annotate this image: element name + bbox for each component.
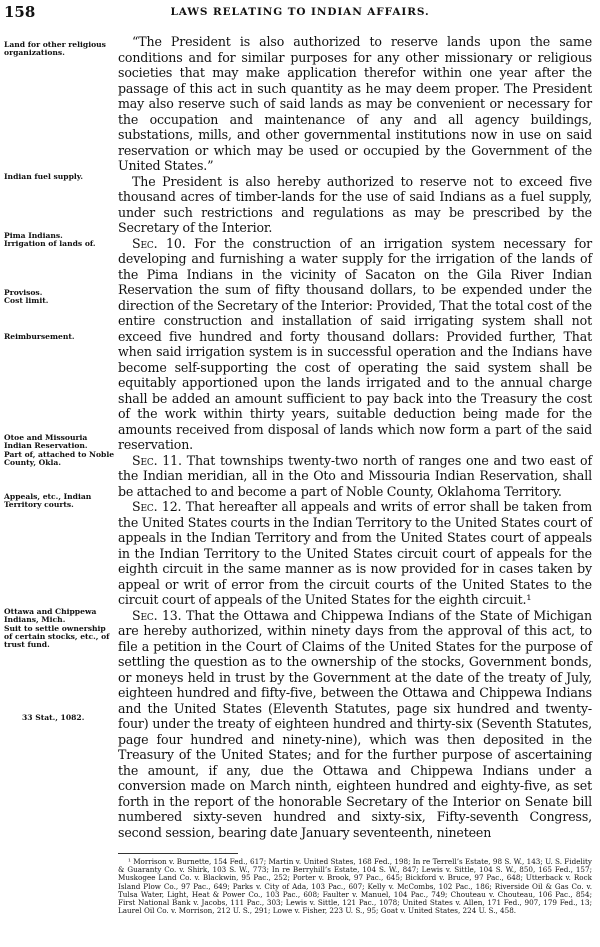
page-header — [0, 3, 600, 23]
section-text: That townships twenty-two north of ranges one and two east of the Indian meridian, all in the Oto and Missouria Indian Reservation, shall be attached to and become a part of Noble County, Oklahoma Territory. — [118, 452, 592, 499]
page-number: 158 — [4, 3, 36, 21]
margin-note-otoe-missouria — [4, 434, 116, 467]
margin-note-land-religious — [4, 41, 116, 58]
section-heading: Sec. 11. — [132, 452, 182, 468]
margin-note-line: Appeals, etc., Indian Territory courts. — [4, 492, 92, 510]
section-text: For the construction of an irrigation system necessary for developing and furnishing a water supply for the irrigation of the lands of the Pima Indians in the vicinity of Sacaton on the Gila River Indian Reservation the sum of fifty thousand dollars, to be expended under the direction of the Secretary of the Interior: Provided, That the total cost of the entire construction and installation of said irrigating system shall not exceed five hundred and forty thousand dollars: Provided further, That when said irrigation system is in successful operation and the Indians have become self-supporting the cost of operating the said system shall be equitably apportioned upon the lands irrigated and to the annual charge shall be added an amount sufficient to pay back into the Treasury the cost of the work within thirty years, suitable deduction being made for the amounts received from disposal of lands which now form a part of the said reservation. — [118, 235, 592, 452]
main-text — [118, 34, 592, 840]
margin-note-appeals — [4, 493, 116, 510]
running-head: LAWS RELATING TO INDIAN AFFAIRS. — [170, 6, 430, 18]
margin-note-line: Suit to settle ownership of certain stocks, etc., of trust fund. — [4, 623, 110, 650]
paragraph-section-12 — [118, 499, 592, 608]
footnote: ¹ Morrison v. Burnette, 154 Fed., 617; Martin v. United States, 168 Fed., 198; In re Terrell’s Estate, 98 S. W., 143; U. S. Fidelity & Guaranty Co. v. Shirk, 103 S. W., 773; In re Berryhill’s Estate, 104 S. W., 847; Lewis v. Sittle, 104 S. W., 850, 165 Fed., 157; Muskogee Land Co. v. Blackwin, 95 Pac., 252; Porter v. Brook, 97 Pac., 645; Bickford v. Bruce, 97 Pac., 648; Utterback v. Rock Island Plow Co., 97 Pac., 649; Parks v. City of Ada, 103 Pac., 607; Kelly v. McCombs, 102 Pac., 186; Riverside Oil & Gas Co. v. Tulsa Water, Light, Heat & Power Co., 103 Pac., 608; Faulter v. Manuel, 104 Pac., 749; Chouteau v. Chouteau, 106 Pac., 854; First National Bank v. Jacobs, 111 Pac., 303; Lewis v. Sittle, 121 Pac., 1078; United States v. Allen, 171 Fed., 907, 179 Fed., 13; Laurel Oil Co. v. Morrison, 212 U. S., 291; Lowe v. Fisher, 223 U. S., 95; Goat v. United States, 224 U. S., 458. — [118, 857, 592, 916]
paragraph-section-11 — [118, 453, 592, 500]
margin-note-line: Land for other religious organizations. — [4, 40, 106, 58]
margin-note-line: Pima Indians. — [4, 231, 63, 240]
margin-note-provisos — [4, 289, 116, 306]
section-text: That the Ottawa and Chippewa Indians of the State of Michigan are hereby authorized, within ninety days from the approval of this act, to file a petition in the Court of Claims of the United States for the purpose of settling the question as to the ownership of the stocks, Government bonds, or moneys held in trust by the Government at the date of the treaty of July, eighteen hundred and fifty-five, between the Ottawa and Chippewa Indians and the United States (Eleventh Statutes, page six hundred and twenty-four) under the treaty of eighteen hundred and thirty-six (Seventh Statutes, page four hundred and ninety-nine), which was then deposited in the Treasury of the United States; and for the further purpose of ascertaining the amount, if any, due the Ottawa and Chippewa Indians under a conversion made on March ninth, eighteen hundred and eighty-five, as set forth in the report of the honorable Secretary of the Interior on Senate bill numbered sixty-seven hundred and sixty-six, Fifty-seventh Congress, second session, bearing date January seventeenth, nineteen — [118, 607, 592, 840]
paragraph-fuel-supply: The President is also hereby authorized to reserve not to exceed five thousand acres of timber-lands for the use of said Indians as a fuel supply, under such restrictions and regulations as may be prescribed by the Secretary of the Interior. — [118, 173, 592, 235]
margin-note-line: 33 Stat., 1082. — [22, 713, 85, 722]
footnote-divider — [118, 853, 238, 854]
section-heading: Sec. 10. — [132, 235, 186, 251]
margin-note-line: Cost limit. — [4, 296, 49, 306]
margin-note-line: Otoe and Missouria Indian Reservation. — [4, 433, 88, 451]
paragraph-religious-reservation: “The President is also authorized to reserve lands upon the same conditions and for similar purposes for any other missionary or religious societies that may make application therefor within one year after the passage of this act in such quantity as he may deem proper. The President may also reserve such of said lands as may be convenient or necessary for the occupation and maintenance of any and all agency buildings, substations, mills, and other governmental institutions now in use on said reservation or which may be used or occupied by the Government of the United States.” — [118, 34, 592, 173]
margin-note-line: Part of, attached to Noble County, Okla. — [4, 449, 115, 467]
section-heading: Sec. 12. — [132, 499, 182, 514]
paragraph-section-10 — [118, 236, 592, 453]
section-text: That hereafter all appeals and writs of error shall be taken from the United States courts in the Indian Territory to the United States court of appeals in the Indian Territory and from the United States court of appeals in the Indian Territory to the United States circuit court of appeals for the eighth circuit in the same manner as is now provided for in cases taken by appeal or writ of error from the circuit courts of the United States to the circuit court of appeals of the United States for the eighth circuit.¹ — [118, 499, 592, 607]
margin-note-line: Indian fuel supply. — [4, 172, 83, 181]
margin-note-reimbursement — [4, 333, 116, 341]
margin-note-line: Provisos. — [4, 288, 43, 297]
margin-note-line: Ottawa and Chippewa Indians, Mich. — [4, 607, 97, 625]
margin-note-ottawa-chippewa — [4, 608, 116, 649]
margin-note-fuel-supply — [4, 173, 116, 181]
margin-note-line: Irrigation of lands of. — [4, 239, 96, 249]
margin-note-pima-indians — [4, 232, 116, 249]
margin-note-line: Reimbursement. — [4, 332, 75, 341]
paragraph-section-13 — [118, 608, 592, 841]
section-heading: Sec. 13. — [132, 607, 182, 623]
